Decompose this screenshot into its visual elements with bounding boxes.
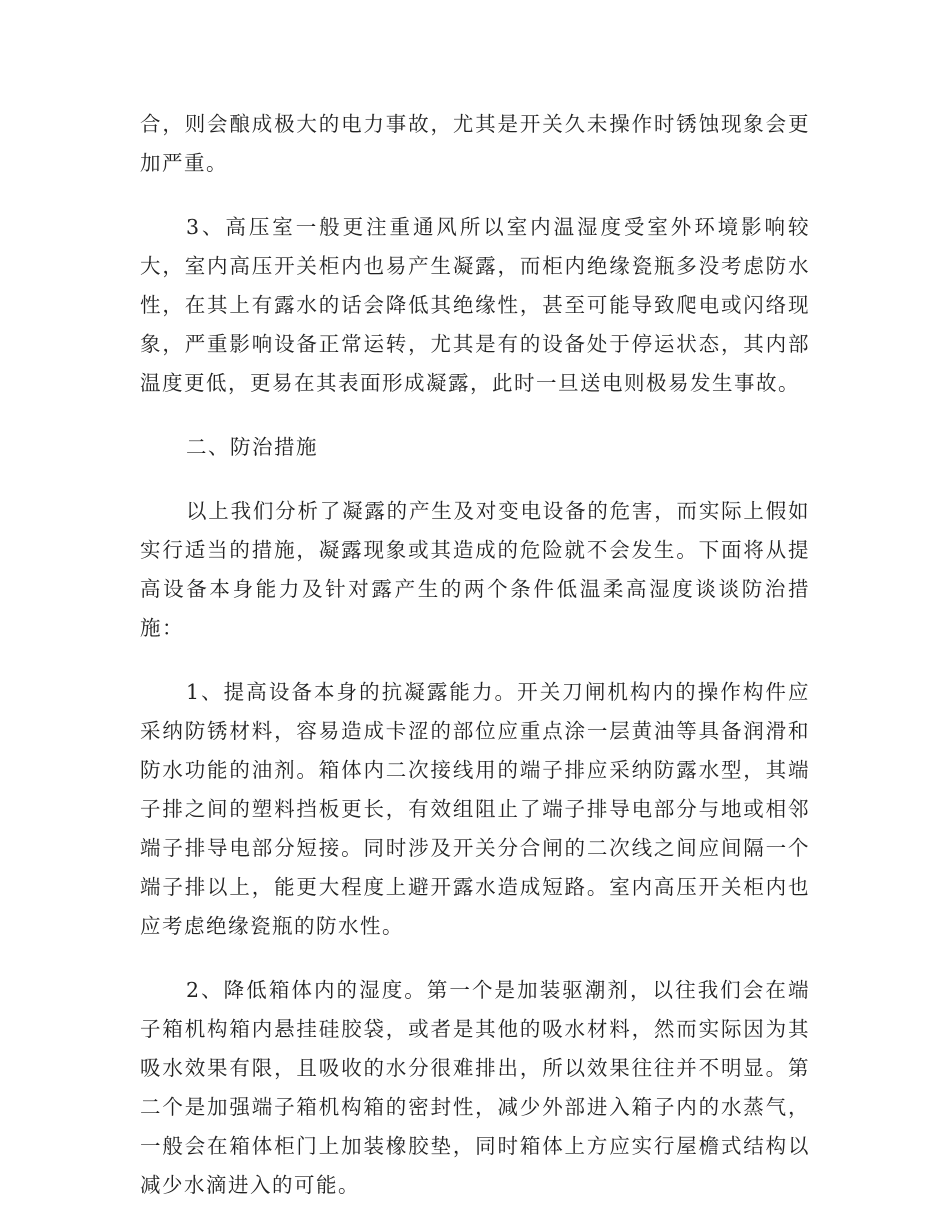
document-page: [140, 105, 810, 1230]
paragraph-measure-2: 2、降低箱体内的湿度。第一个是加装驱潮剂，以往我们会在端子箱机构箱内悬挂硅胶袋，或者是其他的吸水材料，然而实际因为其吸水效果有限，且吸收的水分很难排出，所以效果往往并不明显。第二个是加强端子箱机构箱的密封性，减少外部进入箱子内的水蒸气，一般会在箱体柜门上加装橡胶垫，同时箱体上方应实行屋檐式结构以减少水滴进入的可能。: [140, 978, 810, 1197]
paragraph-item-3: 3、高压室一般更注重通风所以室内温湿度受室外环境影响较大，室内高压开关柜内也易产生凝露，而柜内绝缘瓷瓶多没考虑防水性，在其上有露水的话会降低其绝缘性，甚至可能导致爬电或闪络现象，严重影响设备正常运转，尤其是有的设备处于停运状态，其内部温度更低，更易在其表面形成凝露，此时一旦送电则极易发生事故。: [140, 215, 810, 395]
paragraph-measure-1: 1、提高设备本身的抗凝露能力。开关刀闸机构内的操作构件应采纳防锈材料，容易造成卡涩的部位应重点涂一层黄油等具备润滑和防水功能的油剂。箱体内二次接线用的端子排应采纳防露水型，其端子排之间的塑料挡板更长，有效组阻止了端子排导电部分与地或相邻端子排导电部分短接。同时涉及开关分合闸的二次线之间应间隔一个端子排以上，能更大程度上避开露水造成短路。室内高压开关柜内也应考虑绝缘瓷瓶的防水性。: [140, 680, 810, 938]
paragraph-continuation: 合，则会酿成极大的电力事故，尤其是开关久未操作时锈蚀现象会更加严重。: [140, 112, 810, 175]
section-heading: 二、防治措施: [186, 435, 318, 459]
paragraph-intro: 以上我们分析了凝露的产生及对变电设备的危害，而实际上假如实行适当的措施，凝露现象或其造成的危险就不会发生。下面将从提高设备本身能力及针对露产生的两个条件低温柔高湿度谈谈防治措施：: [140, 499, 810, 640]
